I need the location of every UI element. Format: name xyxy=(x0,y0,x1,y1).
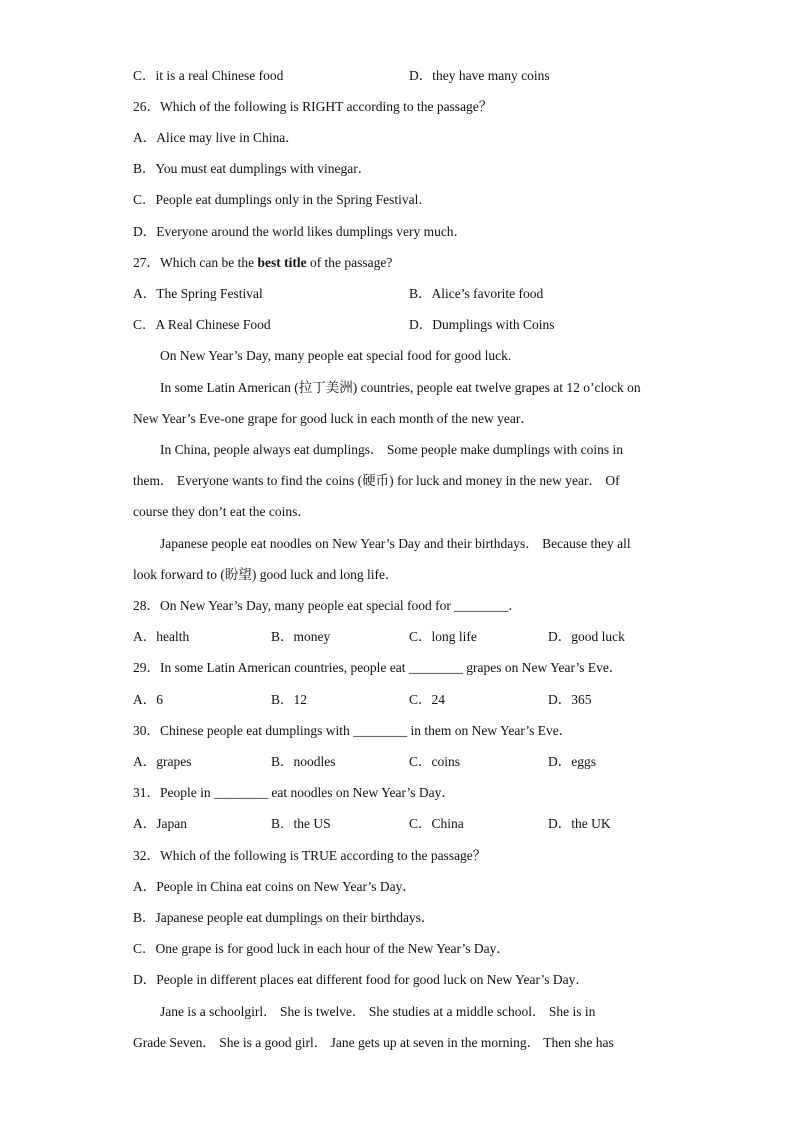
q30-stem: 30．Chinese people eat dumplings with ________ in them on New Year’s Eve． xyxy=(133,723,573,738)
q32-option-c: C．One grape is for good luck in each hour of the New Year’s Day． xyxy=(133,941,510,956)
q32-option-a: A．People in China eat coins on New Year’s Day． xyxy=(133,879,416,894)
passage3-line-2: Grade Seven． She is a good girl． Jane gets up at seven in the morning． Then she has xyxy=(133,1035,614,1050)
q31-option-b: B．the US xyxy=(271,816,331,831)
q25-option-d: D．they have many coins xyxy=(409,68,550,83)
q28-option-a: A．health xyxy=(133,629,190,644)
q28-stem: 28．On New Year’s Day, many people eat special food for ________． xyxy=(133,598,522,613)
q29-option-d: D．365 xyxy=(548,692,592,707)
passage2-paragraph-3-line-1: In China, people always eat dumplings． Some people make dumplings with coins in xyxy=(160,442,624,457)
q27-stem-post: of the passage? xyxy=(306,255,393,270)
passage2-paragraph-4-line-1: Japanese people eat noodles on New Year’s Day and their birthdays． Because they all xyxy=(160,536,631,551)
q31-stem: 31．People in ________ eat noodles on New Year’s Day． xyxy=(133,785,455,800)
q28-option-c: C．long life xyxy=(409,629,477,644)
q29-option-b: B．12 xyxy=(271,692,308,707)
q29-option-a: A．6 xyxy=(133,692,163,707)
q31-option-a: A．Japan xyxy=(133,816,187,831)
q26-stem: 26．Which of the following is RIGHT according to the passage？ xyxy=(133,99,493,114)
passage2-paragraph-2-line-1: In some Latin American (拉丁美洲) countries, people eat twelve grapes at 12 o’clock on xyxy=(160,380,641,395)
passage2-paragraph-3-line-2: them． Everyone wants to find the coins (硬币) for luck and money in the new year． Of xyxy=(133,473,620,488)
q26-option-d: D．Everyone around the world likes dumplings very much． xyxy=(133,224,468,239)
passage2-paragraph-1: On New Year’s Day, many people eat special food for good luck. xyxy=(160,348,512,363)
q29-stem: 29．In some Latin American countries, people eat ________ grapes on New Year’s Eve． xyxy=(133,660,623,675)
q27-stem-bold: best title xyxy=(257,255,307,270)
q28-option-b: B．money xyxy=(271,629,331,644)
q30-option-b: B．noodles xyxy=(271,754,336,769)
passage2-paragraph-3-line-3: course they don’t eat the coins． xyxy=(133,504,311,519)
q27-option-a: A．The Spring Festival xyxy=(133,286,263,301)
q28-option-d: D．good luck xyxy=(548,629,625,644)
q27-stem xyxy=(133,254,392,272)
q27-option-b: B．Alice’s favorite food xyxy=(409,286,544,301)
q25-option-c: C．it is a real Chinese food xyxy=(133,68,284,83)
q26-option-b: B．You must eat dumplings with vinegar． xyxy=(133,161,372,176)
q27-option-d: D．Dumplings with Coins xyxy=(409,317,555,332)
q26-option-a: A．Alice may live in China． xyxy=(133,130,299,145)
q30-option-a: A．grapes xyxy=(133,754,192,769)
q27-stem-pre: 27．Which can be the xyxy=(133,255,258,270)
q31-option-d: D．the UK xyxy=(548,816,611,831)
q30-option-d: D．eggs xyxy=(548,754,596,769)
q32-stem: 32．Which of the following is TRUE according to the passage？ xyxy=(133,848,487,863)
q30-option-c: C．coins xyxy=(409,754,461,769)
q32-option-b: B．Japanese people eat dumplings on their birthdays． xyxy=(133,910,435,925)
passage2-paragraph-4-line-2: look forward to (盼望) good luck and long life． xyxy=(133,567,399,582)
q29-option-c: C．24 xyxy=(409,692,446,707)
q31-option-c: C．China xyxy=(409,816,464,831)
passage2-paragraph-2-line-2: New Year’s Eve-one grape for good luck in each month of the new year． xyxy=(133,411,534,426)
q32-option-d: D．People in different places eat different food for good luck on New Year’s Day． xyxy=(133,972,589,987)
q27-option-c: C．A Real Chinese Food xyxy=(133,317,271,332)
q26-option-c: C．People eat dumplings only in the Spring Festival． xyxy=(133,192,432,207)
passage3-line-1: Jane is a schoolgirl． She is twelve． She studies at a middle school． She is in xyxy=(160,1004,596,1019)
